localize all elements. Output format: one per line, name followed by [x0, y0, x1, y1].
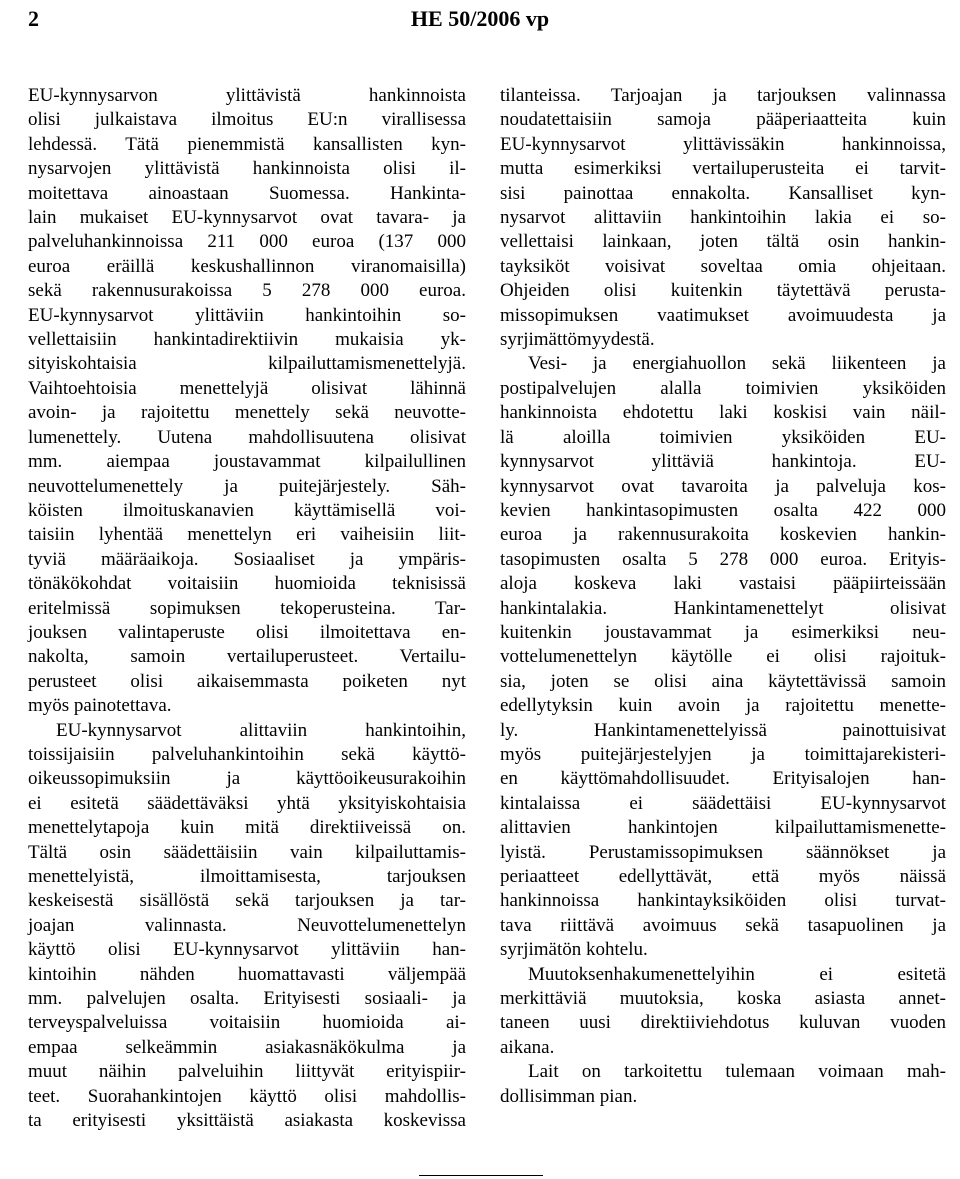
text-line: mm. palvelujen osalta. Erityisesti sosiaali- ja	[28, 988, 466, 1010]
text-line: tönäkökohdat voitaisiin huomioida teknisissä	[28, 573, 466, 595]
text-line: dollisimman pian.	[500, 1085, 638, 1107]
text-line: eritelmissä sopimuksen tekoperusteina. Tar-	[28, 597, 466, 619]
text-line: toissijaisiin palveluhankintoihin sekä käyttö-	[28, 743, 466, 765]
text-line: tilanteissa. Tarjoajan ja tarjouksen valinnassa	[500, 85, 946, 106]
text-line: Tältä osin säädettäisiin vain kilpailuttamis-	[28, 841, 466, 863]
left-text-column	[28, 84, 466, 1133]
text-line: Vaihtoehtoisia menettelyjä olisivat lähinnä	[28, 377, 466, 399]
text-line: sekä rakennusurakoissa 5 278 000 euroa.	[28, 280, 466, 302]
text-line: syrjimätön kohtelu.	[500, 939, 648, 961]
text-line: Ohjeiden olisi kuitenkin täytettävä perusta-	[500, 280, 946, 302]
text-line: lain mukaiset EU-kynnysarvot ovat tavara- ja	[28, 207, 466, 229]
text-line: Lait on tarkoitettu tulemaan voimaan mah-	[528, 1061, 946, 1083]
text-line: tasopimusten osalta 5 278 000 euroa. Erityis-	[500, 548, 946, 570]
text-line: Muutoksenhakumenettelyihin ei esitetä	[528, 963, 946, 985]
text-line: EU-kynnysarvot ylittäviin hankintoihin so-	[28, 304, 466, 326]
text-line: sityiskohtaisia kilpailuttamismenettelyjä.	[28, 353, 466, 375]
text-line: ta erityisesti yksittäistä asiakasta koskevissa	[28, 1110, 466, 1132]
text-line: oikeussopimuksiin ja käyttöoikeusurakoihin	[28, 768, 466, 790]
text-line: syrjimättömyydestä.	[500, 329, 655, 351]
text-line: kevien hankintasopimusten osalta 422 000	[500, 499, 946, 521]
text-line: edellytyksin kuin avoin ja rajoitettu menette-	[500, 695, 946, 717]
text-line: tayksiköt voisivat soveltaa omia ohjeitaan.	[500, 255, 946, 277]
text-line: menettelyistä, ilmoittamisesta, tarjouksen	[28, 866, 466, 887]
text-line: taisiin lyhentää menettelyn eri vaiheisiin liit-	[28, 524, 466, 546]
text-line: perusteet olisi aikaisemmasta poiketen nyt	[28, 670, 466, 692]
text-line: joajan valinnasta. Neuvottelumenettelyn	[28, 914, 466, 936]
text-line: sia, joten se olisi aina käytettävissä samoin	[500, 670, 946, 692]
text-line: empaa selkeämmin asiakasnäkökulma ja	[28, 1036, 466, 1058]
text-line: nysarvot alittaviin hankintoihin lakia ei so-	[500, 207, 946, 229]
page-number: 2	[28, 6, 39, 31]
text-line: nysarvojen ylittävistä hankinnoista olisi il-	[28, 158, 466, 180]
text-line: jouksen valintaperuste olisi ilmoitettava en-	[28, 621, 466, 643]
right-text-column	[500, 84, 946, 1109]
text-line: terveyspalveluissa voitaisiin huomioida ai-	[28, 1012, 466, 1034]
text-line: noudatettaisiin samoja pääperiaatteita kuin	[500, 109, 946, 131]
text-line: EU-kynnysarvot ylittävissäkin hankinnoissa,	[500, 133, 946, 155]
text-line: lumenettely. Uutena mahdollisuutena olisivat	[28, 426, 466, 448]
text-line: euroa ja rakennusurakoita koskevien hankin-	[500, 524, 946, 546]
text-line: vottelumenettelyn käytölle ei olisi rajoituk-	[500, 646, 946, 668]
end-rule	[419, 1175, 543, 1176]
text-line: hankintalakia. Hankintamenettelyt olisivat	[500, 597, 946, 619]
text-line: menettelytapoja kuin mitä direktiiveissä on.	[28, 817, 466, 839]
text-line: vellettaisi lainkaan, joten tältä osin hankin-	[500, 231, 946, 253]
text-line: mutta esimerkiksi vertailuperusteita ei tarvit-	[500, 158, 946, 180]
text-line: lä aloilla toimivien yksiköiden EU-	[500, 426, 946, 448]
text-line: lehdessä. Tätä pienemmistä kansallisten kyn-	[28, 133, 466, 155]
text-line: myös puitejärjestelyjen ja toimittajarekisteri-	[500, 743, 946, 765]
text-line: käyttö olisi EU-kynnysarvot ylittäviin han-	[28, 939, 466, 961]
text-line: ly. Hankintamenettelyissä painottuisivat	[500, 719, 946, 741]
text-line: missopimuksen vaatimukset avoimuudesta ja	[500, 304, 946, 326]
text-line: neuvottelumenettely ja puitejärjestely. Säh-	[28, 475, 466, 497]
text-line: vellettaisiin hankintadirektiivin mukaisia yk-	[28, 329, 466, 351]
document-id: HE 50/2006 vp	[410, 6, 550, 31]
text-line: kynnysarvot ylittäviä hankintoja. EU-	[500, 451, 946, 473]
text-line: moitettava ainoastaan Suomessa. Hankinta-	[28, 182, 466, 204]
text-line: kuitenkin joustavammat ja esimerkiksi neu-	[500, 621, 946, 643]
text-line: kintoihin nähden huomattavasti väljempää	[28, 963, 466, 985]
text-line: palveluhankinnoissa 211 000 euroa (137 000	[28, 231, 466, 253]
text-line: taneen uusi direktiiviehdotus kuluvan vuoden	[500, 1012, 946, 1034]
text-line: tyviä määräaikoja. Sosiaaliset ja ympäris-	[28, 548, 466, 570]
text-line: EU-kynnysarvon ylittävistä hankinnoista	[28, 85, 466, 106]
text-line: keskeisestä sisällöstä sekä tarjouksen ja tar-	[28, 890, 466, 912]
text-line: merkittäviä muutoksia, koska asiasta annet-	[500, 988, 946, 1010]
text-line: olisi julkaistava ilmoitus EU:n virallisessa	[28, 109, 466, 131]
text-line: muut näihin palveluihin liittyvät erityispiir-	[28, 1061, 466, 1083]
text-line: tava riittävä avoimuus sekä tasapuolinen ja	[500, 914, 946, 936]
text-line: EU-kynnysarvot alittaviin hankintoihin,	[56, 719, 466, 741]
text-line: sisi painottaa ennakolta. Kansalliset kyn-	[500, 182, 946, 204]
text-line: kintalaissa ei säädettäisi EU-kynnysarvot	[500, 792, 946, 814]
text-line: ei esitetä säädettäväksi yhtä yksityiskohtaisia	[28, 792, 466, 814]
text-line: en käyttömahdollisuudet. Erityisalojen han-	[500, 768, 946, 790]
text-line: hankinnoissa hankintayksiköiden olisi turvat-	[500, 890, 946, 912]
text-line: alittavien hankintojen kilpailuttamismenette-	[500, 817, 946, 839]
text-line: periaatteet edellyttävät, että myös näissä	[500, 866, 946, 887]
text-line: kynnysarvot ovat tavaroita ja palveluja kos-	[500, 475, 946, 497]
text-line: nakolta, samoin vertailuperusteet. Vertailu-	[28, 646, 466, 668]
text-line: aloja koskeva laki vastaisi pääpiirteissään	[500, 573, 946, 595]
text-line: Vesi- ja energiahuollon sekä liikenteen ja	[528, 353, 946, 375]
text-line: teet. Suorahankintojen käyttö olisi mahdollis-	[28, 1085, 466, 1107]
text-line: avoin- ja rajoitettu menettely sekä neuvotte-	[28, 402, 466, 424]
text-line: myös painotettava.	[28, 695, 172, 717]
text-line: aikana.	[500, 1036, 555, 1058]
text-line: hankinnoista ehdotettu laki koskisi vain näil-	[500, 402, 946, 424]
text-line: euroa eräillä keskushallinnon viranomaisilla)	[28, 255, 466, 277]
text-line: mm. aiempaa joustavammat kilpailullinen	[28, 451, 466, 473]
text-line: lyistä. Perustamissopimuksen säännökset ja	[500, 841, 946, 863]
text-line: postipalvelujen alalla toimivien yksiköiden	[500, 377, 946, 399]
text-line: köisten ilmoituskanavien käyttämisellä voi-	[28, 499, 466, 521]
